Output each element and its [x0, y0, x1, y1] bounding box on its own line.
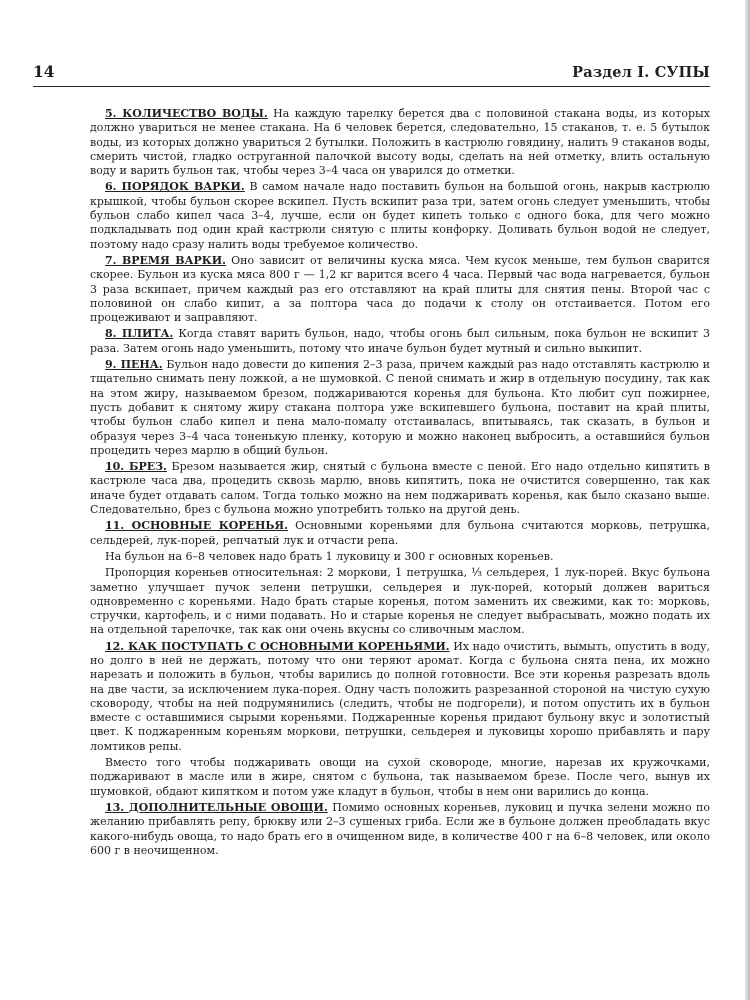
page-body: [90, 107, 710, 860]
paragraph-heading: 8. ПЛИТА.: [105, 327, 174, 341]
paragraph-heading: 12. КАК ПОСТУПАТЬ С ОСНОВНЫМИ КОРЕНЬЯМИ.: [105, 639, 450, 653]
paragraph-text: Брезом называется жир, снятый с бульона вместе с пеной. Его надо отдельно кипятить в кастрюле часа два, процедить сквозь марлю, вновь кипятить, пока не очистится совершенно, так как иначе будет отдавать салом. Тогда только можно на нем поджаривать коренья, как было сказано выше. Следовательно, брез с бульона можно употребить только на другой день.: [90, 460, 710, 517]
page-number: 14: [33, 62, 55, 81]
paragraph-main-roots: [90, 519, 710, 548]
paragraph-text: Когда ставят варить бульон, надо, чтобы огонь был сильным, пока бульон не вскипит 3 раза. Затем огонь надо уменьшить, потому что иначе бульон будет мутный и сильно выкипит.: [90, 327, 711, 355]
paragraph-extra-vegetables: [90, 801, 710, 858]
paragraph-text: Бульон надо довести до кипения 2–3 раза, причем каждый раз надо отставлять кастрюлю и тщательно снимать пену ложкой, а не шумовкой. С пеной снимать и жир в отдельную посудину, так как на этом жиру, называемом брезом, поджариваются коренья для бульона. Кто любит суп пожирнее, пусть добавит к снятому жиру стакана полтора уже вскипевшего бульона, поставит на край плиты, чтобы бульон слабо кипел и пена мало-помалу отстаивалась, впитываясь, так сказать, в бульон и образуя через 3–4 часа тоненькую пленку, которую и можно наконец выбросить, а оставшийся бульон процедить через марлю в общий бульон.: [90, 358, 710, 457]
paragraph-heading: 11. ОСНОВНЫЕ КОРЕНЬЯ.: [105, 519, 288, 533]
paragraph-cooking-order: [90, 180, 710, 251]
paragraph-heading: 5. КОЛИЧЕСТВО ВОДЫ.: [105, 107, 268, 120]
paragraph-heading: 13. ДОПОЛНИТЕЛЬНЫЕ ОВОЩИ.: [105, 800, 328, 814]
paragraph-text: В самом начале надо поставить бульон на большой огонь, накрыв кастрюлю крышкой, чтобы бульон скорее вскипел. Пусть вскипит раза три, затем огонь следует уменьшить, чтобы бульон слабо кипел часа 3–4, лучше, если он будет кипеть только с одного бока, для чего можно подкладывать под один край кастрюли снятую с плиты конфорку. Доливать бульон водой не следует, поэтому надо сразу налить воды требуемое количество.: [90, 180, 710, 251]
section-title: Раздел I. СУПЫ: [572, 64, 710, 81]
paragraph-text: Основными кореньями для бульона считаются морковь, петрушка, сельдерей, лук-порей, репчатый лук и отчасти репа.: [90, 519, 710, 547]
paragraph-root-amount: [90, 550, 710, 564]
paragraph-water-quantity: [90, 107, 710, 178]
paragraph-foam: [90, 358, 710, 458]
paragraph-heading: 6. ПОРЯДОК ВАРКИ.: [105, 180, 245, 194]
paragraph-stove: [90, 327, 710, 356]
page-edge-shadow: [745, 0, 750, 1000]
paragraph-text: На каждую тарелку берется два с половиной стакана воды, из которых должно увариться не менее стакана. На 6 человек берется, следовательно, 15 стаканов, т. е. 5 бутылок воды, из которых должно увариться 2 бутылки. Положить в кастрюлю говядину, налить 9 стаканов воды, смерить чистой, гладко оструганной палочкой высоту воды, сделать на ней отметку, влить остальную воду и варить бульон так, чтобы через 3–4 часа он уварился до отметки.: [90, 107, 711, 178]
paragraph-text: На бульон на 6–8 человек надо брать 1 луковицу и 300 г основных кореньев.: [105, 549, 554, 563]
paragraph-root-proportion: [90, 566, 710, 637]
paragraph-text: Оно зависит от величины куска мяса. Чем кусок меньше, тем бульон сварится скорее. Бульон из куска мяса 800 г — 1,2 кг варится всего 4 часа. Первый час вода нагревается, бульон 3 раза вскипает, причем каждый раз его отставляют на край плиты для снятия пены. Второй час с половиной он слабо кипит, а за полтора часа до подачи к столу он отстаивается. Потом его процеживают и заправляют.: [90, 253, 710, 325]
paragraph-heading: 9. ПЕНА.: [105, 358, 163, 372]
paragraph-breze: [90, 460, 710, 517]
paragraph-root-frying: [90, 756, 710, 799]
header-rule: [33, 86, 710, 87]
paragraph-cooking-time: [90, 254, 710, 325]
paragraph-root-handling: [90, 640, 710, 754]
paragraph-text: Их надо очистить, вымыть, опустить в воду, но долго в ней не держать, потому что они теряют аромат. Когда с бульона снята пена, их можно нарезать и положить в бульон, чтобы варились до полной готовности. Все эти коренья разрезать вдоль на две части, за исключением лука-порея. Одну часть положить разрезанной стороной на чистую сухую сковороду, чтобы на ней подрумянились (следить, чтобы не подгорели), и потом опустить их в бульон вместе с оставшимися сырыми кореньями. Поджаренные коренья придают бульону вкус и золотистый цвет. К поджаренным кореньям моркови, петрушки, сельдерея и луковицы хорошо прибавлять и пару ломтиков репы.: [90, 639, 710, 753]
page-header: [33, 62, 710, 81]
paragraph-text: Помимо основных кореньев, луковиц и пучка зелени можно по желанию прибавлять репу, брюкву или 2–3 сушеных гриба. Если же в бульоне должен преобладать вкус какого-нибудь овоща, то надо брать его в очищенном виде, в количестве 400 г на 6–8 человек, или около 600 г в неочищенном.: [90, 800, 711, 857]
paragraph-heading: 7. ВРЕМЯ ВАРКИ.: [105, 253, 226, 267]
paragraph-heading: 10. БРЕЗ.: [105, 460, 167, 474]
paragraph-text: Вместо того чтобы поджаривать овощи на сухой сковороде, многие, нарезав их кружочками, поджаривают в масле или в жире, снятом с бульона, так называемом брезе. После чего, вынув их шумовкой, обдают кипятком и потом уже кладут в бульон, чтобы в нем они варились до конца.: [90, 756, 710, 798]
paragraph-text: Пропорция кореньев относительная: 2 моркови, 1 петрушка, ⅓ сельдерея, 1 лук-порей. Вкус бульона заметно улучшает пучок зелени петрушки, сельдерея и лук-порей, который должен вариться одновременно с кореньями. Надо брать старые коренья, потом заменить их свежими, как то: морковь, стручки, картофель, и с ними подавать. Но и старые коренья не следует выбрасывать, можно подать их на отдельной тарелочке, так как они очень вкусны со сливочным маслом.: [90, 566, 710, 637]
